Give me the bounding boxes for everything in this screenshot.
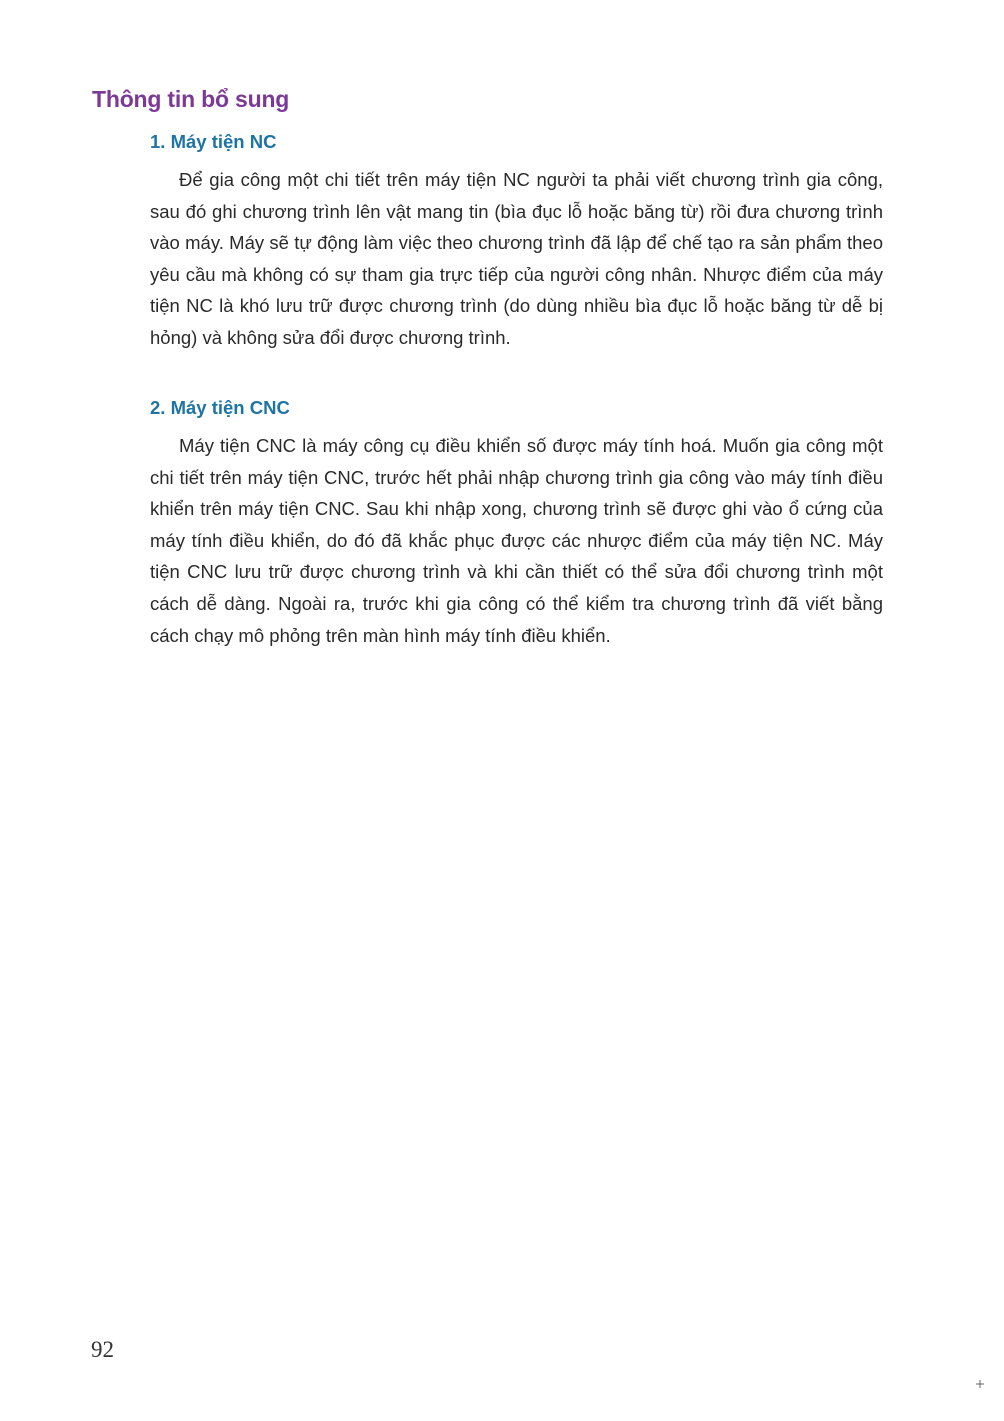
section-body-cnc-lathe: Máy tiện CNC là máy công cụ điều khiển số được máy tính hoá. Muốn gia công một chi tiết trên máy tiện CNC, trước hết phải nhập chương trình gia công vào máy tính điều khiển trên máy tiện CNC. Sau khi nhập xong, chương trình sẽ được ghi vào ổ cứng của máy tính điều khiển, do đó đã khắc phục được các nhược điểm của máy tiện NC. Máy tiện CNC lưu trữ được chương trình và khi cần thiết có thể sửa đổi chương trình một cách dễ dàng. Ngoài ra, trước khi gia công có thể kiểm tra chương trình đã viết bằng cách chạy mô phỏng trên màn hình máy tính điều khiển.	[150, 435, 883, 646]
section-title-cnc-lathe: 2. Máy tiện CNC	[150, 397, 290, 418]
section-nc-lathe	[150, 128, 883, 354]
page-number: 92	[91, 1337, 114, 1362]
page-heading: Thông tin bổ sung	[92, 86, 290, 112]
registration-mark-icon	[976, 1380, 984, 1388]
section-cnc-lathe	[150, 394, 883, 651]
section-title-nc-lathe: 1. Máy tiện NC	[150, 131, 277, 152]
section-body-nc-lathe: Để gia công một chi tiết trên máy tiện NC người ta phải viết chương trình gia công, sau đó ghi chương trình lên vật mang tin (bìa đục lỗ hoặc băng từ) rồi đưa chương trình vào máy. Máy sẽ tự động làm việc theo chương trình đã lập để chế tạo ra sản phẩm theo yêu cầu mà không có sự tham gia trực tiếp của người công nhân. Nhược điểm của máy tiện NC là khó lưu trữ được chương trình (do dùng nhiều bìa đục lỗ hoặc băng từ dễ bị hỏng) và không sửa đổi được chương trình.	[150, 169, 883, 348]
